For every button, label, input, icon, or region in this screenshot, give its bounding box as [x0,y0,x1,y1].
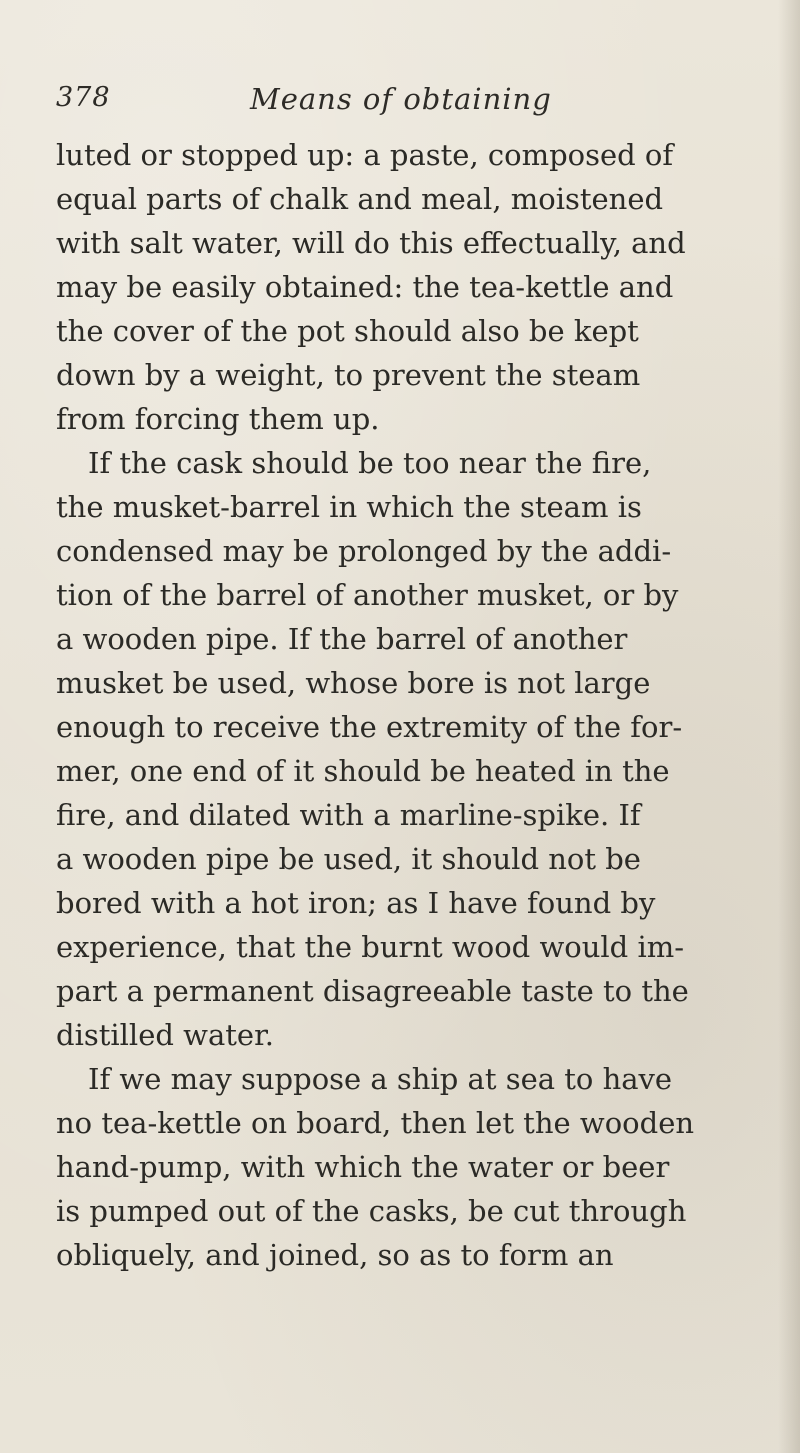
text-line: bored with a hot iron; as I have found by [56,886,656,920]
text-line: is pumped out of the casks, be cut through [56,1194,687,1228]
text-line: hand-pump, with which the water or beer [56,1150,670,1184]
text-line: a wooden pipe be used, it should not be [56,842,641,876]
text-line: down by a weight, to prevent the steam [56,358,641,392]
text-line: no tea-kettle on board, then let the wooden [56,1106,695,1140]
text-line: from forcing them up. [56,402,380,436]
text-line: If the cask should be too near the fire, [88,446,652,480]
text-line: the musket-barrel in which the steam is [56,490,642,524]
page-number: 378 [56,82,111,113]
text-line: condensed may be prolonged by the addi- [56,534,672,568]
text-line: fire, and dilated with a marline-spike. If [56,798,641,832]
text-line: experience, that the burnt wood would im- [56,930,685,964]
text-line: If we may suppose a ship at sea to have [88,1062,673,1096]
text-line: tion of the barrel of another musket, or by [56,578,679,612]
text-line: may be easily obtained: the tea-kettle and [56,270,674,304]
text-line: obliquely, and joined, so as to form an [56,1238,614,1272]
text-line: equal parts of chalk and meal, moistened [56,182,664,216]
page-edge-shadow [778,0,800,1453]
text-line: with salt water, will do this effectually, and [56,226,686,260]
text-line: luted or stopped up: a paste, composed of [56,138,674,172]
text-line: the cover of the pot should also be kept [56,314,639,348]
text-line: distilled water. [56,1018,274,1052]
text-line: musket be used, whose bore is not large [56,666,651,700]
text-line: part a permanent disagreeable taste to the [56,974,689,1008]
text-line: enough to receive the extremity of the for- [56,710,683,744]
page-header [0,82,800,126]
text-line: a wooden pipe. If the barrel of another [56,622,628,656]
text-line: mer, one end of it should be heated in the [56,754,670,788]
running-head: Means of obtaining [250,82,552,116]
